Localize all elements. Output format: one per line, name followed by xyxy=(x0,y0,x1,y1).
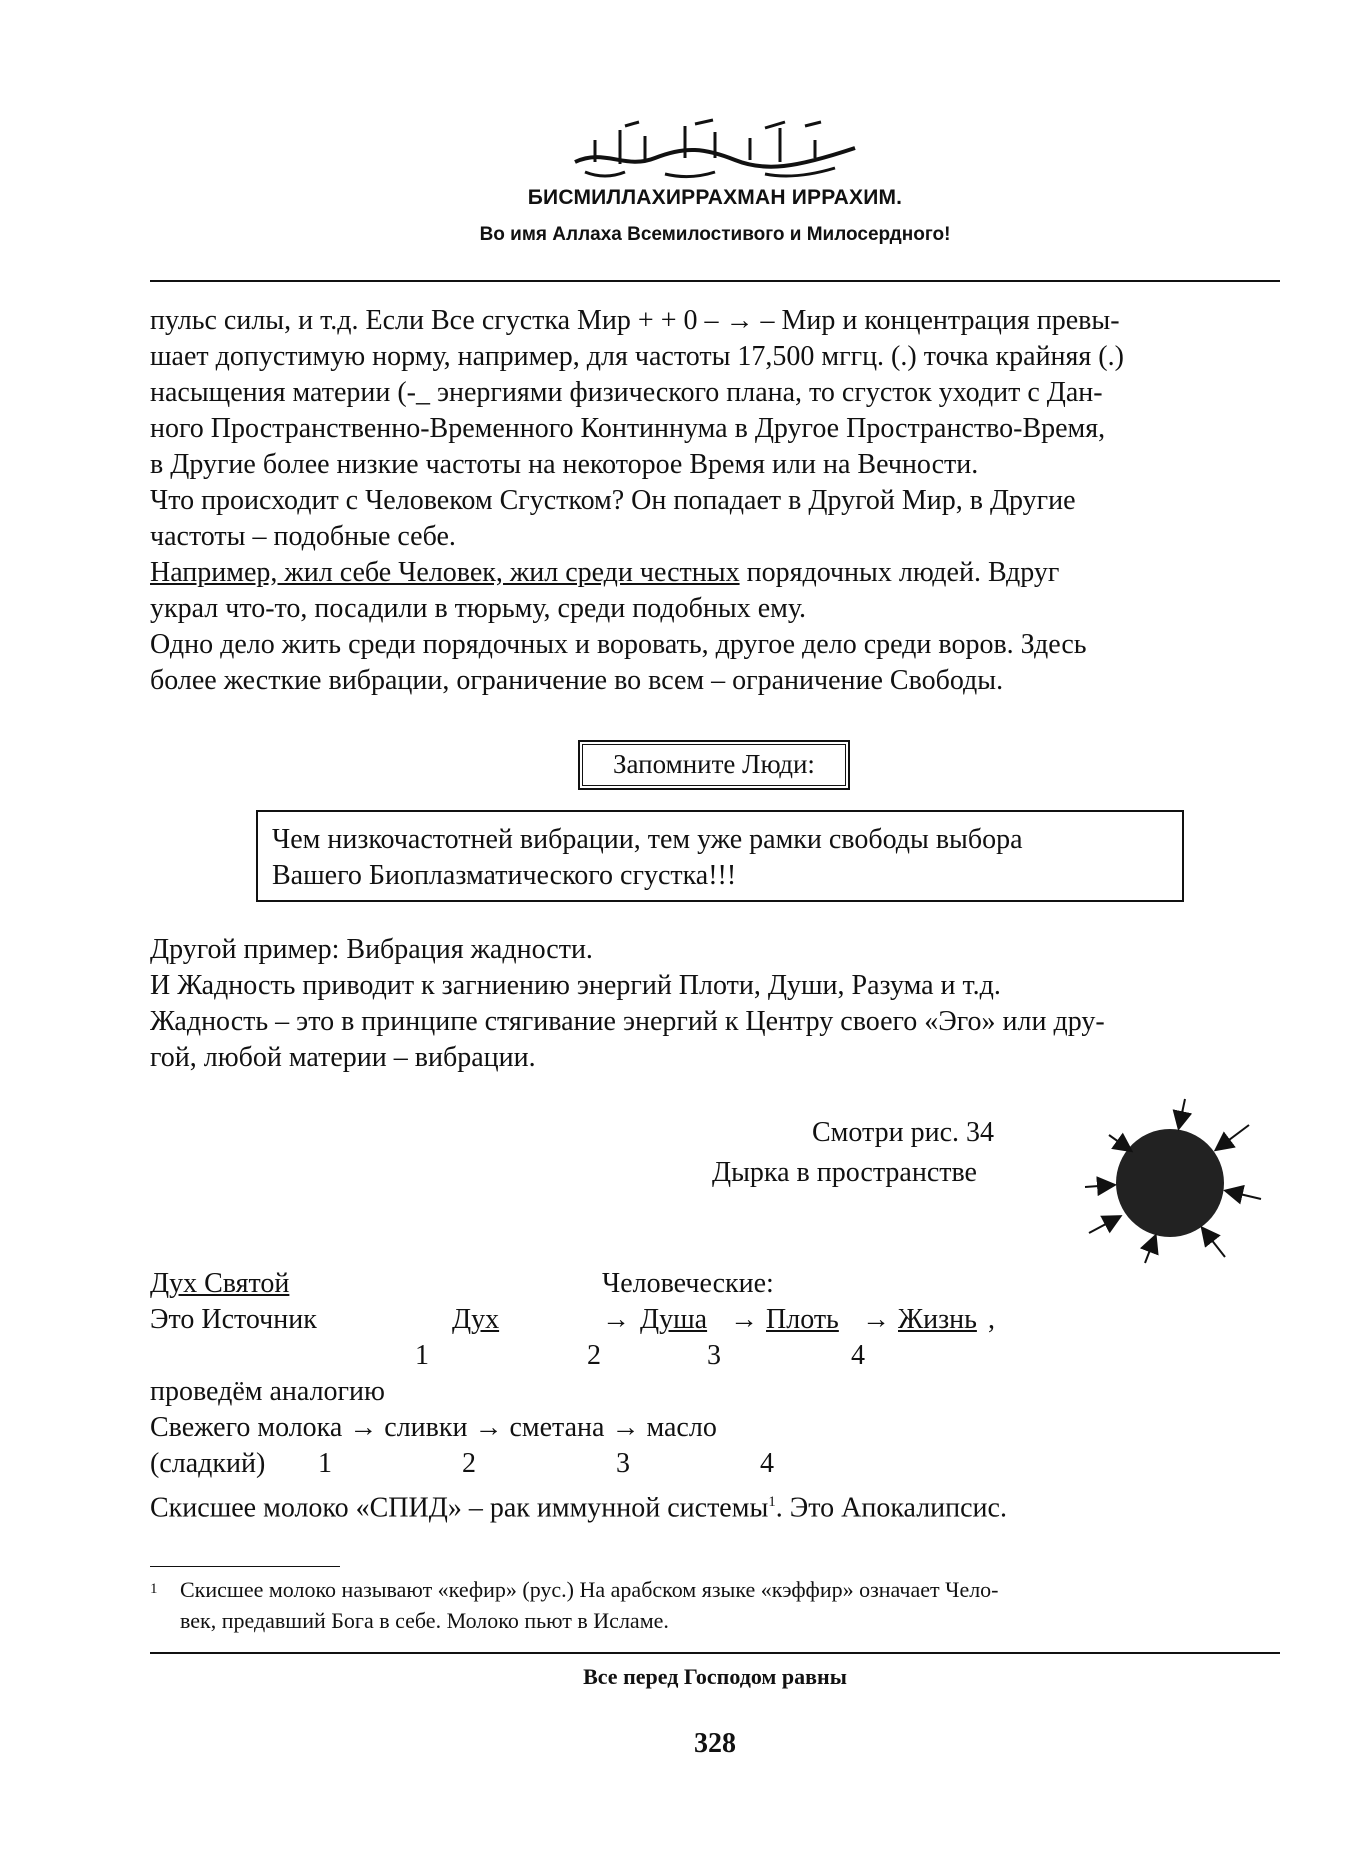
remember-label: Запомните Люди: xyxy=(613,749,815,779)
bismillah-calligraphy-icon xyxy=(565,118,865,180)
text-line: гой, любой материи – вибрации. xyxy=(150,1042,536,1073)
text-line: украл что-то, посадили в тюрьму, среди подобных ему. xyxy=(150,593,807,624)
milk-chain-line: Свежего молока → сливки → сметана → масло xyxy=(150,1412,717,1443)
figure-reference: Смотри рис. 34 xyxy=(812,1117,994,1148)
number-2: 2 xyxy=(587,1340,601,1371)
milk-number-2: 2 xyxy=(462,1448,476,1479)
main-text-2 xyxy=(150,932,1280,1076)
text-line: в Другие более низкие частоты на некоторое Время или на Вечности. xyxy=(150,449,979,480)
text-line: Одно дело жить среди порядочных и воровать, другое дело среди воров. Здесь xyxy=(150,629,1087,660)
example-rest: порядочных людей. Вдруг xyxy=(739,557,1060,588)
footnote-line xyxy=(150,1574,1280,1605)
footnote-text-2: век, предавший Бога в себе. Молоко пьют в Исламе. xyxy=(180,1608,669,1633)
underlined-example: Например, жил себе Человек, жил среди честных xyxy=(150,557,740,588)
page-header xyxy=(150,118,1280,246)
arrow-1: → xyxy=(602,1304,630,1335)
text-line: пульс силы, и т.д. Если Все сгустка Мир + + 0 – → – Мир и концентрация превы- xyxy=(150,305,1120,336)
footer-title: Все перед Господом равны xyxy=(583,1664,847,1689)
footnote xyxy=(150,1574,1280,1636)
spirit-word: Дух xyxy=(452,1304,500,1335)
quote-line: Чем низкочастотней вибрации, тем уже рамки свободы выбора xyxy=(272,824,1023,855)
text-line xyxy=(150,555,1280,591)
number-3: 3 xyxy=(707,1340,721,1371)
milk-number-3: 3 xyxy=(616,1448,630,1479)
text-line: Другой пример: Вибрация жадности. xyxy=(150,934,593,965)
text-line: Жадность – это в принципе стягивание энергий к Центру своего «Эго» или дру- xyxy=(150,1006,1105,1037)
source-label: Это Источник xyxy=(150,1304,317,1335)
footnote-ref: 1 xyxy=(768,1494,776,1510)
text-line: частоты – подобные себе. xyxy=(150,521,456,552)
footnote-text-1: Скисшее молоко называют «кефир» (рус.) На арабском языке «кэффир» означает Чело- xyxy=(180,1577,999,1602)
text-line: шает допустимую норму, например, для частоты 17,500 мггц. (.) точка крайняя (.) xyxy=(150,341,1124,372)
text-line: И Жадность приводит к загниению энергий Плоти, Души, Разума и т.д. xyxy=(150,970,1001,1001)
soul-word: Душа xyxy=(640,1304,708,1335)
quote-box xyxy=(256,810,1184,902)
black-hole-icon xyxy=(1075,1095,1265,1265)
flesh-word: Плоть xyxy=(766,1304,839,1335)
number-4: 4 xyxy=(851,1340,865,1371)
human-label: Человеческие: xyxy=(602,1268,774,1299)
header-title: БИСМИЛЛАХИРРАХМАН ИРРАХИМ. xyxy=(527,186,903,209)
footer-rule xyxy=(150,1652,1280,1654)
figure-caption: Дырка в пространстве xyxy=(712,1157,977,1188)
life-comma: , xyxy=(988,1304,995,1335)
life-word: Жизнь xyxy=(898,1304,977,1335)
main-text xyxy=(150,303,1280,699)
sour-milk-ending: . Это Апокалипсис. xyxy=(775,1492,1007,1524)
footnote-rule xyxy=(150,1566,340,1567)
arrow-3: → xyxy=(862,1304,890,1335)
text-line: более жесткие вибрации, ограничение во всем – ограничение Свободы. xyxy=(150,665,1004,696)
header-subtitle: Во имя Аллаха Всемилостивого и Милосердного! xyxy=(479,224,951,245)
sour-milk-text: Скисшее молоко «СПИД» – рак иммунной системы xyxy=(150,1492,769,1524)
header-rule xyxy=(150,280,1280,282)
footnote-mark: 1 xyxy=(150,1581,158,1597)
sweet-label: (сладкий) xyxy=(150,1448,266,1479)
sour-milk-line xyxy=(150,1484,1007,1526)
milk-number-4: 4 xyxy=(760,1448,774,1479)
page-number: 328 xyxy=(694,1728,736,1759)
number-1: 1 xyxy=(415,1340,429,1371)
analogy-line: проведём аналогию xyxy=(150,1376,385,1407)
holy-spirit-heading: Дух Святой xyxy=(150,1268,290,1299)
milk-number-1: 1 xyxy=(318,1448,332,1479)
text-line: ного Пространственно-Временного Континнума в Другое Пространство-Время, xyxy=(150,413,1106,444)
quote-line: Вашего Биоплазматического сгустка!!! xyxy=(272,860,737,891)
remember-box xyxy=(578,740,850,790)
arrow-2: → xyxy=(730,1304,758,1335)
text-line: Что происходит с Человеком Сгустком? Он попадает в Другой Мир, в Другие xyxy=(150,485,1076,516)
remember-box-inner-frame xyxy=(582,744,846,786)
text-line: насыщения материи (-_ энергиями физического плана, то сгусток уходит с Дан- xyxy=(150,377,1103,408)
